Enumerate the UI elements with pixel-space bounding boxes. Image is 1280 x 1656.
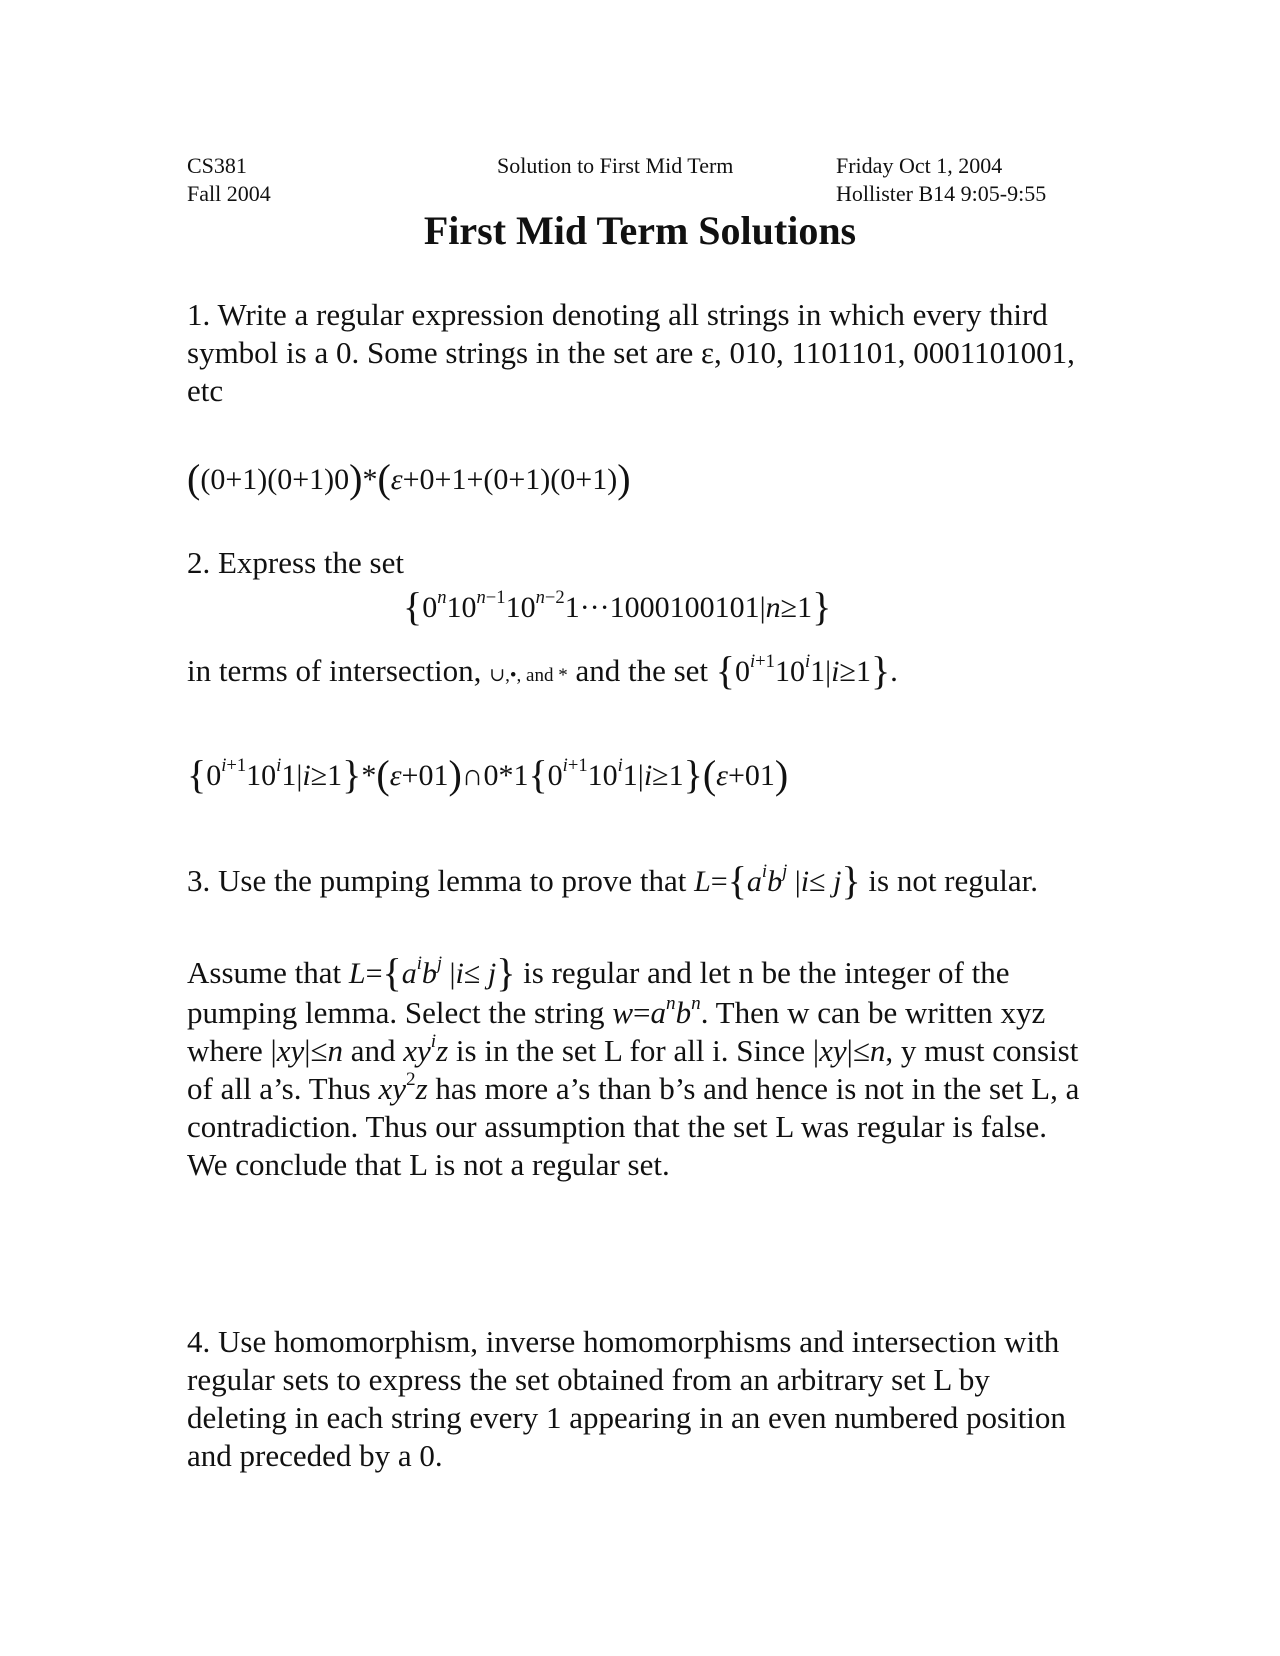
header-center-title: Solution to First Mid Term xyxy=(497,153,734,178)
question-2-text: in terms of intersection, ∪,•, and * and the set $\{0^{i+1}10^i1|i\ge 1\}$. xyxy=(187,648,898,693)
header-location: Hollister B14 9:05-9:55 xyxy=(836,181,1047,206)
question-2-answer: $\{0^{i+1}10^i1|i\ge 1\}*(\varepsilon+01)\cap 0*1\{0^{i+1}10^i1|i\ge 1\}(\varepsilon+01)$ xyxy=(187,752,789,797)
header-term: Fall 2004 xyxy=(187,181,271,206)
question-2-intro: 2. Express the set xyxy=(187,545,404,580)
page-title: First Mid Term Solutions xyxy=(423,208,857,253)
question-4-text: 4. Use homomorphism, inverse homomorphisms and intersection with regular sets to express the set obtained from an arbitrary set L by deleting in each string every 1 appearing in an even numbered position and preceded by a 0. xyxy=(187,1324,1066,1473)
question-3-text: 3. Use the pumping lemma to prove that $L=\{a^ib^j$ |i≤ j} is not regular. xyxy=(187,858,1038,903)
header-course: CS381 xyxy=(187,153,247,178)
question-1-text: 1. Write a regular expression denoting all strings in which every third symbol is a 0. Some strings in the set are ε, 010, 1101101, 0001101001, etc xyxy=(187,297,1075,408)
question-1-answer: ((0+1)(0+1)0)*(ε+0+1+(0+1)(0+1)) xyxy=(187,456,631,501)
question-3-proof: Assume that $L=\{a^ib^j$ |i≤ j} is regular and let n be the integer of the pumping lemma. Select the string $w=a^nb^n$. Then w can be written xyz where |xy|≤n and $xy^iz$ is in the set L for all i. Since |xy|≤n, y must consist of all a’s. Thus $xy^2z$ has more a’s than b’s and hence is not in the set L, a contradiction. Thus our assumption that the set L was regular is false. We conclude that L is not a regular set. xyxy=(187,950,1080,1182)
question-2-set: $\{0^n10^{n-1}10^{n-2}1\cdot\cdot\cdot 1000100101|n\ge 1\}$ xyxy=(403,584,832,629)
header-date: Friday Oct 1, 2004 xyxy=(836,153,1003,178)
